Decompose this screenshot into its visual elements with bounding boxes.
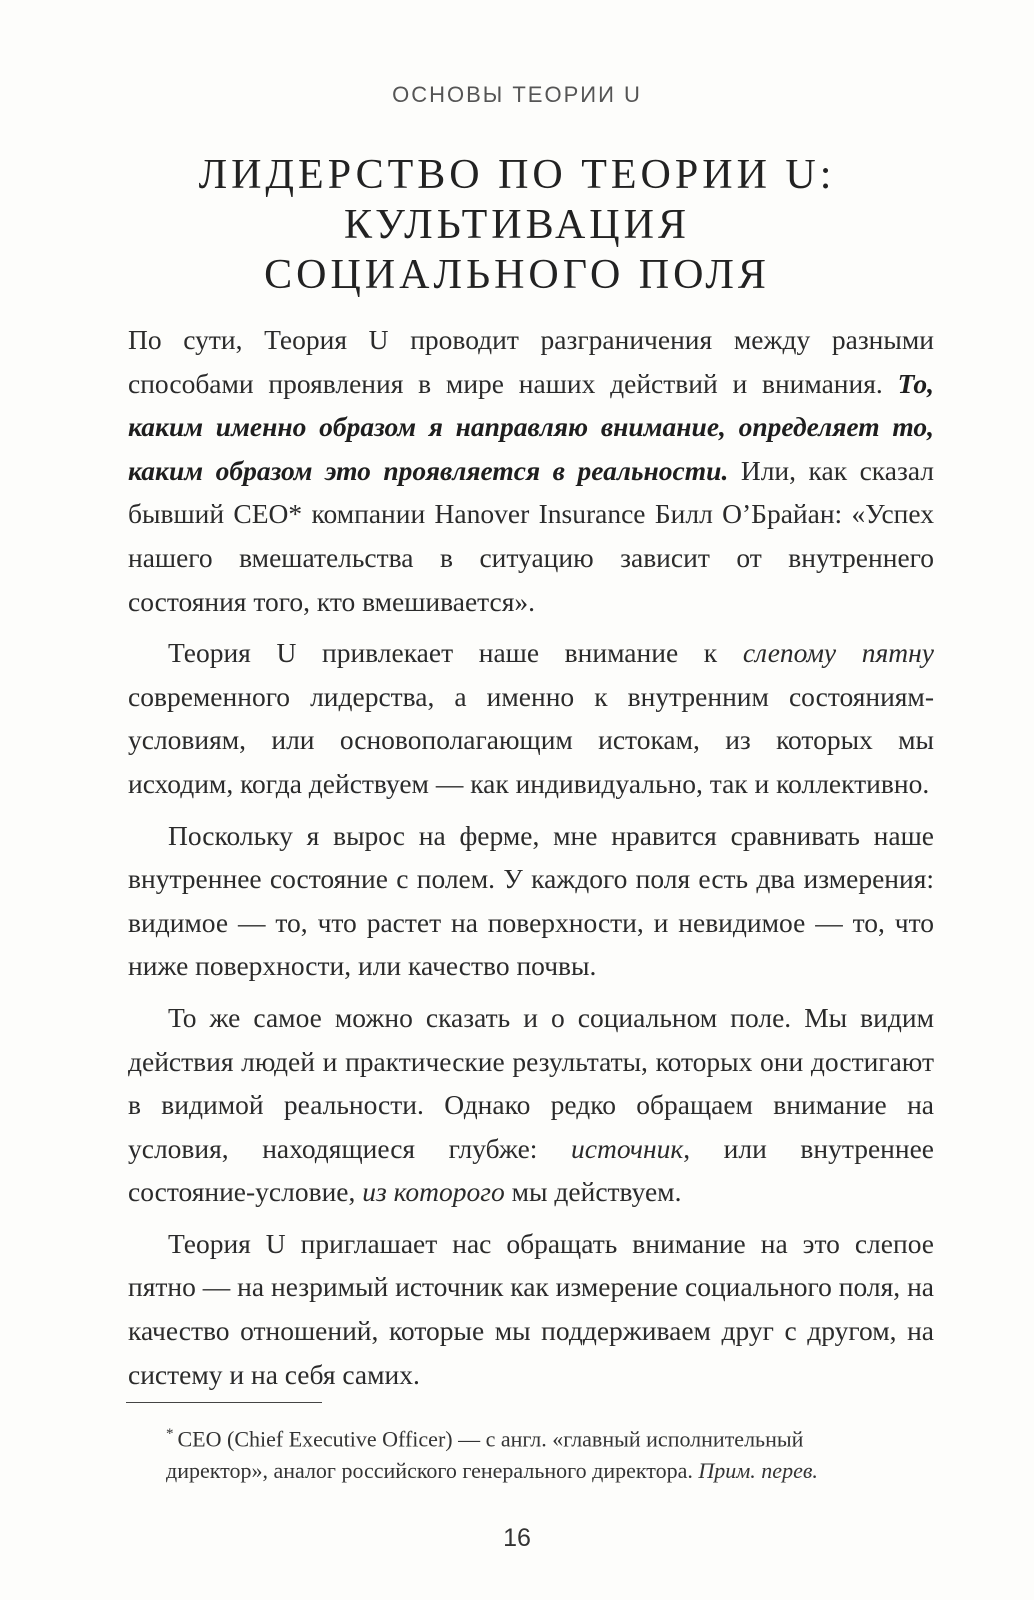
chapter-title	[0, 150, 1034, 300]
footnote	[126, 1418, 932, 1487]
paragraph-2-start: Теория U привлекает наше внимание к	[168, 637, 743, 669]
body-text	[128, 318, 934, 1396]
footnote-continuation	[126, 1455, 932, 1487]
page-number: 16	[503, 1524, 531, 1552]
paragraph-1-emphasis: То, каким именно образом я направляю внимание, определяет то, каким образом это проявляется в реальности.	[128, 367, 934, 486]
paragraph-4-end: мы действуем.	[504, 1176, 682, 1208]
chapter-title-line-3: СОЦИАЛЬНОГО ПОЛЯ	[264, 252, 770, 298]
paragraph-2	[128, 631, 934, 805]
footnote-line-2: директор», аналог российского генерального директора.	[166, 1458, 699, 1484]
footnote-translator-note: Прим. перев.	[698, 1458, 818, 1484]
paragraph-4-italic-from-which: из которого	[362, 1176, 505, 1208]
paragraph-1-intro: По сути, Теория U проводит разграничения между разными способами проявления в мире наших действий и внимания.	[128, 324, 934, 399]
running-head: ОСНОВЫ ТЕОРИИ U	[392, 82, 642, 107]
chapter-title-line-2: КУЛЬТИВАЦИЯ	[344, 202, 690, 248]
paragraph-4	[128, 996, 934, 1214]
footnote-mark: *	[166, 1426, 174, 1442]
paragraph-2-italic: слепому пятну	[742, 637, 934, 669]
paragraph-1	[128, 318, 934, 623]
paragraph-4-italic-source: источник	[571, 1132, 684, 1164]
paragraph-4-start: То же самое можно сказать и о социальном поле. Мы видим действия людей и практические результаты, которых они достигают в видимой реальности. Однако редко обращаем внимание на условия, находящиеся глубже:	[128, 1001, 934, 1164]
footnote-divider	[126, 1402, 322, 1403]
paragraph-3: Поскольку я вырос на ферме, мне нравится сравнивать наше внутреннее состояние с полем. У каждого поля есть два измерения: видимое — то, что растет на поверхности, и невидимое — то, что ниже поверхности, или качество почвы.	[128, 819, 934, 982]
chapter-title-line-1: ЛИДЕРСТВО ПО ТЕОРИИ U:	[198, 152, 836, 198]
paragraph-5: Теория U приглашает нас обращать внимание на это слепое пятно — на незримый источник как измерение социального поля, на качество отношений, которые мы поддерживаем друг с другом, на систему и на себя самих.	[128, 1227, 934, 1390]
paragraph-2-end: современного лидерства, а именно к внутренним состояниям-условиям, или основополагающим истокам, из которых мы исходим, когда действуем — как индивидуально, так и коллективно.	[128, 680, 934, 799]
paragraph-1-rest: Или, как сказал бывший CEO* компании Hanover Insurance Билл О’Брайан: «Успех нашего вмешательства в ситуацию зависит от внутреннего состояния того, кто вмешивается».	[128, 454, 934, 617]
footnote-line-1: CEO (Chief Executive Officer) — с англ. «главный исполнительный	[177, 1426, 804, 1452]
paragraph-4-middle: , или внутреннее состояние-условие,	[128, 1132, 934, 1208]
